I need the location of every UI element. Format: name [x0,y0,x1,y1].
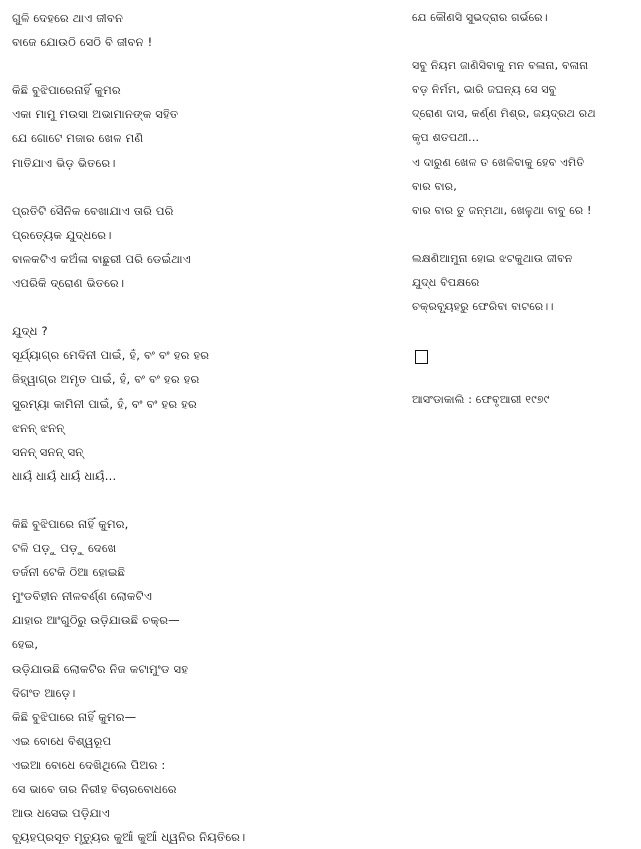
poem-line: ଏଇଆ ବୋଧେ ଦେଖିଥିଲେ ପିଅର : [12,757,166,772]
poem-line: ଟଳି ପଡ଼ୁ ପଡ଼ୁ ଦେଖେ [12,541,117,556]
poem-line: କିଛି ବୁଝିପାରେ ନାହିଁ କୁମର— [12,709,137,724]
stanza-gap [412,364,634,388]
poem-line: ଏଇ ବୋଧେ ବିଶ୍ୱରୂପ [12,733,112,748]
poem-line: ହେଇ, [12,637,39,652]
poem-line: କିଛି ବୁଝିପାରେନାହିଁ କୁମର [12,83,121,98]
poem-line: ଏ ଦାରୁଣ ଖେଳ ତ ଖେଳିବାକୁ ହେବ ଏମିତି [412,155,585,169]
poem-line: ସୂର୍ଯ୍ୟାଗ୍ର ମେଦିନୀ ପାଇଁ, ହଁ, ବଂ ବଂ ହର ହର [12,348,210,363]
poem-line: ତର୍ଜନୀ ଟେକି ଠିଆ ହୋଇଛି [12,565,126,580]
poem-line: ବାଳକଟିଏ କଅଁଳା ବାଛୁରୀ ପରି ଡେଇଁଥାଏ [12,251,191,266]
end-mark-box [415,350,428,364]
poem-line: ଲକ୍ଷଣିଆମୁନା ହୋଇ ଝଟକୁଥାଉ ଜୀବନ [412,251,573,265]
stanza-gap [12,295,397,319]
poem-right-stanzas [412,6,634,319]
poem-left-column [12,6,397,849]
poem-line: ସନନ୍ ସନନ୍ ସନ୍ [12,444,84,459]
poem-line: କିଛି ବୁଝିପାରେ ନାହିଁ କୁମର, [12,516,129,531]
poem-line: ସବୁ ନିୟମ ଜାଣିସିବାକୁ ମନ ବଳାନା, ବଳାନା [412,59,589,73]
poem-line: ଝନନ୍ ଝନନ୍ [12,420,65,435]
poem-line: ବଡ଼ ନିର୍ମମ, ଭାରି ଜଘନ୍ୟ ସେ ସବୁ [412,83,557,97]
poem-line: ଯେ କୌଣସି ସୁଭଦ୍ରାର ଗର୍ଭରେ। [412,11,548,24]
poem-date-footer: ଆସଂଡାକାଲି : ଫେବୃଆରୀ ୧୯୭୯ [412,393,550,407]
poem-line: ଜିହ୍ୱାଗ୍ର ଅମୃତ ପାଇଁ, ହଁ, ବଂ ବଂ ହର ହର [12,372,200,387]
poem-line: ଯୁଦ୍ଧ ବିପକ୍ଷରେ [412,276,480,290]
stanza-gap [412,223,634,247]
poem-line: ବ୍ୟୂହପ୍ରସୂତ ମୃତ୍ୟୁର କୁଆଁ କୁଆଁ ଧ୍ୱନିର ନିୟତିରେ। [12,830,246,845]
poem-line: ଯାହାର ଆଂଗୁଠିରୁ ଉଡ଼ିଯାଉଛି ଚକ୍ର— [12,613,180,628]
poem-line: ମୁଂଡବିହୀନ ନୀଳବର୍ଣ୍ଣ ଲୋକଟିଏ [12,589,153,604]
poem-line: ଧାୟଁ ଧାୟଁ ଧାୟଁ ଧାୟଁ... [12,468,117,483]
poem-line: ଏପରିକି ଦ୍ରୋଣ ଭିତରେ। [12,276,125,291]
stanza-gap [12,54,397,78]
poem-line: ଯେ ଗୋଟେ ମଜାର ଖେଳ ମଣି [12,131,144,146]
poem-line: ବାର ବାର ତୁ ଜନ୍ମଥା, ଖେଳୁଥା ବାବୁ ରେ ! [412,203,592,217]
poem-line: ଦିଗଂତ ଆଡ଼େ। [12,685,76,700]
poem-line: ବାର ବାର, [412,179,457,193]
poem-line: ମାତିଯାଏ ଭିଡ଼ ଭିତରେ। [12,155,116,170]
stanza-gap [12,488,397,512]
poem-line: ଆଉ ଧସେଇ ପଡ଼ିଯାଏ [12,806,110,821]
poem-line: ପ୍ରତିଟି ସୈନିକ ବେଖାଯାଏ ତାରି ପରି [12,203,174,218]
poem-line: ଗୁଳି ଦେହରେ ଥାଏ ଜୀବନ [12,11,124,25]
stanza-gap [412,30,634,54]
poem-line: ଚକ୍ରବ୍ୟୂହରୁ ଫେରିବା ବାଟରେ।। [412,300,554,314]
stanza-gap [12,175,397,199]
poem-line: ସେ ଭାବେ ତାର ନିରୀହ ବିଚାରବୋଧରେ [12,782,177,796]
poem-line: ଦ୍ରୋଣ ଦାସ, କର୍ଣ୍ଣ ମିଶ୍ର, ଜୟଦ୍ରଥ ରଥ [412,107,596,121]
poem-line: ଏକା ମାମୁ ମଉସା ଅଭାମାନଙ୍କ ସହିତ [12,107,179,122]
poem-line: ଉଡ଼ିଯାଉଛି ଲୋକଟିର ନିଜ କଟାମୁଂଡ ସହ [12,661,189,676]
poem-line: ଯୁଦ୍ଧ ? [12,324,48,339]
poem-line: ସୁରମ୍ୟା କାମିନୀ ପାଇଁ, ହଁ, ବଂ ବଂ ହର ହର [12,396,197,411]
poem-line: ବାଜେ ଯୋଉଠି ସେଠି ବି ଜୀବନ ! [12,35,153,50]
poem-line: ପ୍ରତ୍ୟେକ ଯୁଦ୍ଧରେ। [12,227,112,242]
stanza-gap [412,319,634,343]
poem-right-column [412,6,634,413]
poem-line: କୃପ ଶତପଥୀ... [412,131,480,145]
